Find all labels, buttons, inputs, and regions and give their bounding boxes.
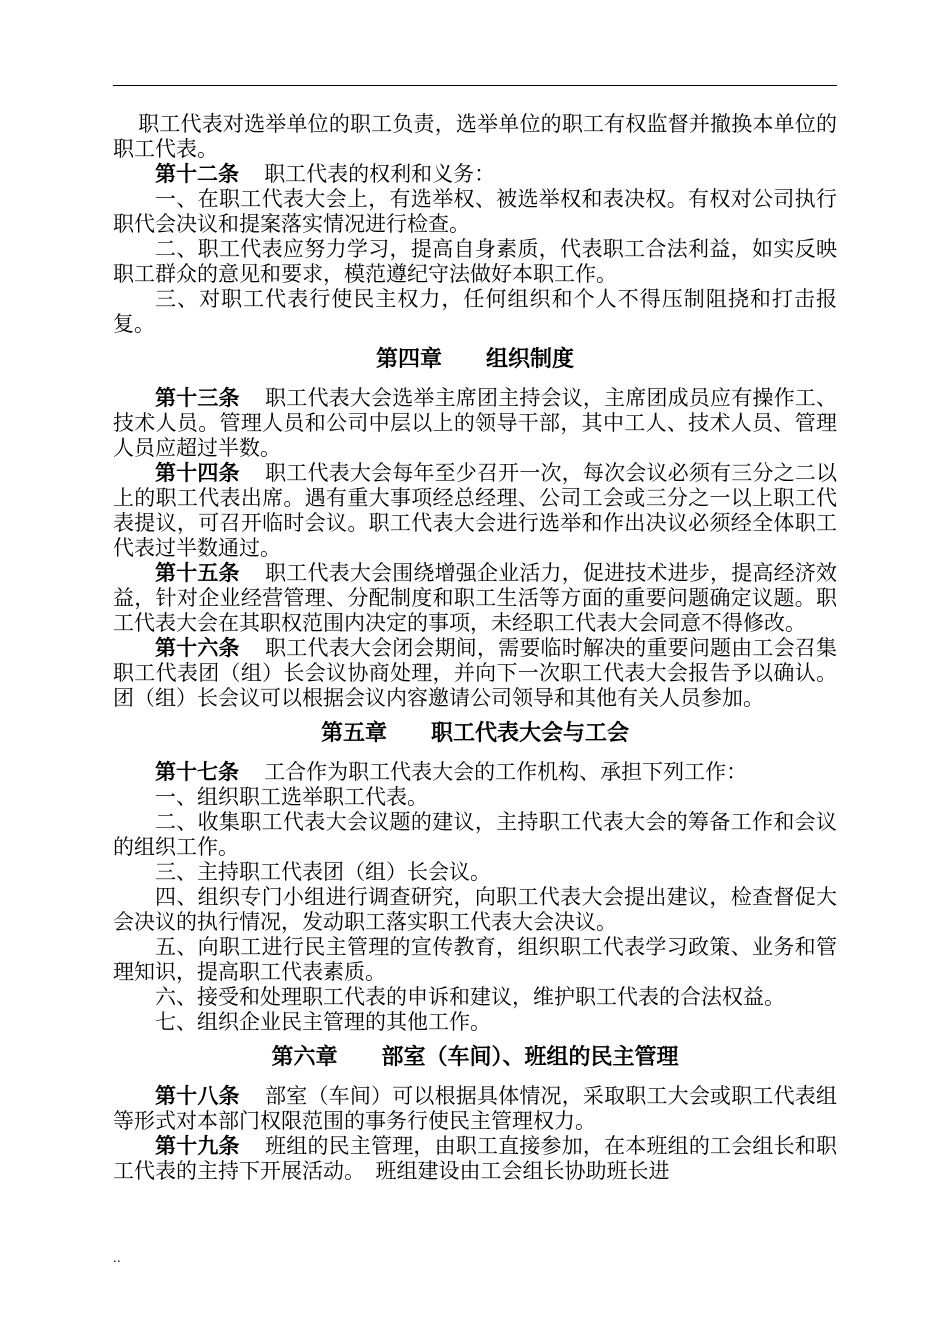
article-number: 第十五条 xyxy=(155,561,240,585)
chapter-title: 部室（车间）、班组的民主管理 xyxy=(381,1045,679,1070)
paragraph xyxy=(113,237,837,287)
paragraph xyxy=(113,810,837,860)
article-number: 第十六条 xyxy=(155,636,240,660)
article-paragraph xyxy=(113,760,837,785)
paragraph-text: 职工代表大会选举主席团主持会议，主席团成员应有操作工、技术人员。管理人员和公司中层以上的领导干部，其中工人、技术人员、管理人员应超过半数。 xyxy=(113,386,837,460)
paragraph-text: 职工代表大会闭会期间，需要临时解决的重要问题由工会召集职工代表团（组）长会议协商处理，并向下一次职工代表大会报告予以确认。团（组）长会议可以根据会议内容邀请公司领导和其他有关人员参加。 xyxy=(113,636,837,710)
paragraph xyxy=(113,860,837,885)
paragraph-text: 五、向职工进行民主管理的宣传教育，组织职工代表学习政策、业务和管理知识，提高职工代表素质。 xyxy=(113,935,837,984)
article-number: 第十七条 xyxy=(155,760,239,784)
chapter-heading xyxy=(113,1035,837,1084)
chapter-number: 第五章 xyxy=(320,721,387,746)
paragraph xyxy=(113,187,837,237)
paragraph xyxy=(113,935,837,985)
paragraph-text: 一、组织职工选举职工代表。 xyxy=(155,785,428,809)
section-a xyxy=(113,112,837,337)
chapter-title: 职工代表大会与工会 xyxy=(431,721,630,746)
paragraph-text: 部室（车间）可以根据具体情况，采取职工大会或职工代表组等形式对本部门权限范围的事务行使民主管理权力。 xyxy=(113,1084,837,1133)
article-paragraph xyxy=(113,636,837,711)
paragraph xyxy=(113,287,837,337)
article-paragraph xyxy=(113,1084,837,1134)
article-number: 第十四条 xyxy=(155,461,240,485)
paragraph xyxy=(113,785,837,810)
paragraph-text: 三、主持职工代表团（组）长会议。 xyxy=(155,860,491,884)
paragraph-text: 工合作为职工代表大会的工作机构、承担下列工作： xyxy=(264,760,748,784)
paragraph-text: 七、组织企业民主管理的其他工作。 xyxy=(155,1010,491,1034)
header-rule xyxy=(113,85,837,86)
paragraph xyxy=(113,112,837,162)
chapter-heading xyxy=(113,337,837,386)
chapter-number: 第四章 xyxy=(375,347,442,372)
article-number: 第十九条 xyxy=(155,1134,240,1158)
section-c xyxy=(113,760,837,1035)
paragraph-text: 职工代表的权利和义务： xyxy=(264,162,496,186)
chapter-heading xyxy=(113,711,837,760)
article-paragraph xyxy=(113,162,837,187)
paragraph-text: 三、对职工代表行使民主权力，任何组织和个人不得压制阻挠和打击报复。 xyxy=(113,287,837,336)
paragraph xyxy=(113,885,837,935)
chapter-number: 第六章 xyxy=(271,1045,338,1070)
article-paragraph xyxy=(113,1134,837,1184)
paragraph-text: 二、收集职工代表大会议题的建议，主持职工代表大会的筹备工作和会议的组织工作。 xyxy=(113,810,837,859)
paragraph xyxy=(113,1010,837,1035)
article-paragraph xyxy=(113,461,837,561)
article-number: 第十八条 xyxy=(155,1084,240,1108)
footer-mark: .. xyxy=(113,1251,121,1265)
document-body xyxy=(113,112,837,1184)
paragraph-text: 四、组织专门小组进行调查研究，向职工代表大会提出建议，检查督促大会决议的执行情况，发动职工落实职工代表大会决议。 xyxy=(113,885,837,934)
chapter-title: 组织制度 xyxy=(486,347,575,372)
paragraph-text: 一、在职工代表大会上，有选举权、被选举权和表决权。有权对公司执行职代会决议和提案落实情况进行检查。 xyxy=(113,187,837,236)
article-paragraph xyxy=(113,561,837,636)
article-paragraph xyxy=(113,386,837,461)
paragraph-text: 班组的民主管理，由职工直接参加，在本班组的工会组长和职工代表的主持下开展活动。 班组建设由工会组长协助班长进 xyxy=(113,1134,837,1183)
paragraph-text: 职工代表大会每年至少召开一次，每次会议必须有三分之二以上的职工代表出席。遇有重大事项经总经理、公司工会或三分之一以上职工代表提议，可召开临时会议。职工代表大会进行选举和作出决议必须经全体职工代表过半数通过。 xyxy=(113,461,837,560)
article-number: 第十二条 xyxy=(155,162,239,186)
section-d xyxy=(113,1084,837,1184)
paragraph-text: 二、职工代表应努力学习，提高自身素质，代表职工合法利益，如实反映职工群众的意见和要求，模范遵纪守法做好本职工作。 xyxy=(113,237,837,286)
paragraph-text: 职工代表大会围绕增强企业活力，促进技术进步，提高经济效益，针对企业经营管理、分配制度和职工生活等方面的重要问题确定议题。职工代表大会在其职权范围内决定的事项，未经职工代表大会同意不得修改。 xyxy=(113,561,837,635)
paragraph-text: 职工代表对选举单位的职工负责，选举单位的职工有权监督并撤换本单位的职工代表。 xyxy=(113,112,837,161)
section-b xyxy=(113,386,837,711)
paragraph-text: 六、接受和处理职工代表的申诉和建议，维护职工代表的合法权益。 xyxy=(155,985,785,1009)
article-number: 第十三条 xyxy=(155,386,240,410)
paragraph xyxy=(113,985,837,1010)
